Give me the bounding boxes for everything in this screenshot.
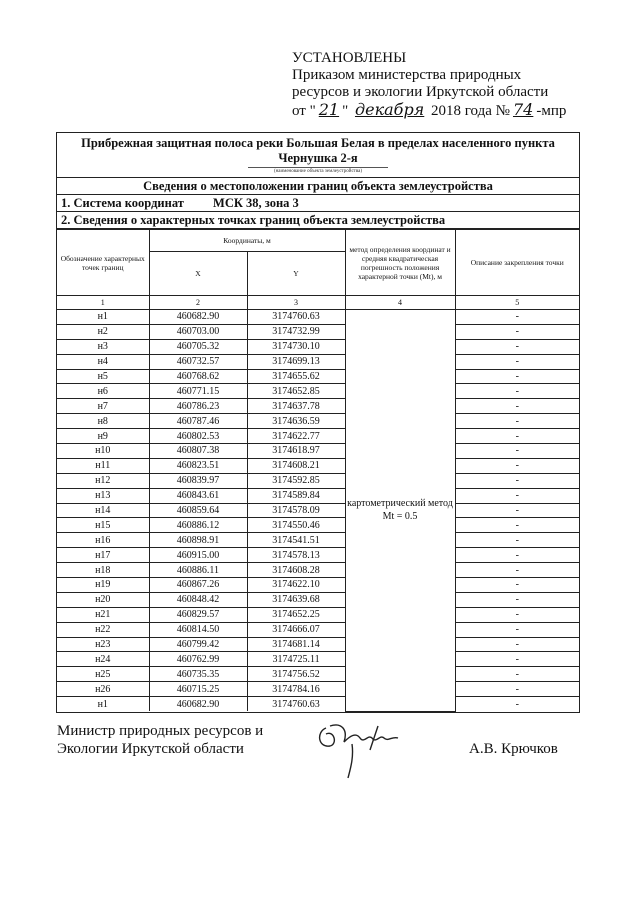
date-day: 21	[318, 100, 340, 119]
point-description: -	[455, 324, 579, 339]
coord-y: 3174732.99	[247, 324, 345, 339]
table-row	[57, 369, 579, 384]
point-id: н11	[57, 458, 149, 473]
coord-y: 3174637.78	[247, 399, 345, 414]
coord-x: 460859.64	[149, 503, 247, 518]
header-method: метод определения координат и средняя квадратическая погрешность положения характерной точки (Mt), м	[345, 230, 455, 296]
table-row	[57, 533, 579, 548]
table-row	[57, 324, 579, 339]
document-header	[57, 133, 579, 178]
order-suffix: -мпр	[536, 103, 567, 119]
approval-order-line: Приказом министерства природных	[292, 67, 522, 83]
point-description: -	[455, 533, 579, 548]
table-row	[57, 503, 579, 518]
coord-y: 3174541.51	[247, 533, 345, 548]
table-row	[57, 339, 579, 354]
coord-x: 460768.62	[149, 369, 247, 384]
table-row	[57, 563, 579, 578]
table-row	[57, 548, 579, 563]
section-heading: Сведения о местоположении границ объекта землеустройства	[57, 178, 579, 195]
table-row	[57, 473, 579, 488]
header-x: X	[149, 252, 247, 296]
point-id: н25	[57, 667, 149, 682]
point-id: н20	[57, 592, 149, 607]
table-row	[57, 667, 579, 682]
point-id: н6	[57, 384, 149, 399]
coord-x: 460848.42	[149, 592, 247, 607]
column-number-1: 1	[57, 296, 149, 310]
point-id: н10	[57, 444, 149, 459]
coord-y: 3174622.10	[247, 578, 345, 593]
table-row	[57, 652, 579, 667]
coord-y: 3174589.84	[247, 488, 345, 503]
date-month: декабря	[354, 100, 425, 119]
point-description: -	[455, 369, 579, 384]
coord-x: 460814.50	[149, 622, 247, 637]
method-cell: картометрический метод Mt = 0.5	[345, 310, 455, 712]
point-id: н1	[57, 310, 149, 325]
coord-x: 460843.61	[149, 488, 247, 503]
object-title-note: (наименование объекта землеустройства)	[248, 167, 388, 175]
date-year: 2018 года №	[431, 103, 510, 119]
point-description: -	[455, 310, 579, 325]
coordinate-system-row	[57, 195, 579, 212]
coord-x: 460802.53	[149, 429, 247, 444]
coord-y: 3174652.25	[247, 607, 345, 622]
coord-y: 3174730.10	[247, 339, 345, 354]
point-description: -	[455, 503, 579, 518]
order-number: 74	[512, 100, 534, 119]
coord-y: 3174760.63	[247, 697, 345, 711]
point-id: н21	[57, 607, 149, 622]
point-description: -	[455, 548, 579, 563]
header-description: Описание закрепления точки	[455, 230, 579, 296]
coord-y: 3174784.16	[247, 682, 345, 697]
coord-x: 460823.51	[149, 458, 247, 473]
coord-x: 460886.12	[149, 518, 247, 533]
header-coordinates: Координаты, м	[149, 230, 345, 252]
point-description: -	[455, 667, 579, 682]
coord-y: 3174592.85	[247, 473, 345, 488]
table-row	[57, 607, 579, 622]
point-description: -	[455, 518, 579, 533]
coord-y: 3174699.13	[247, 354, 345, 369]
point-description: -	[455, 429, 579, 444]
point-id: н12	[57, 473, 149, 488]
handwritten-signature	[312, 708, 417, 780]
point-id: н26	[57, 682, 149, 697]
point-description: -	[455, 637, 579, 652]
object-title: Прибрежная защитная полоса реки Большая Белая в пределах населенного пункта Чернушка 2-я	[81, 136, 555, 165]
coord-x: 460915.00	[149, 548, 247, 563]
signature-block	[57, 722, 263, 758]
point-id: н9	[57, 429, 149, 444]
coord-y: 3174608.21	[247, 458, 345, 473]
point-id: н16	[57, 533, 149, 548]
point-description: -	[455, 578, 579, 593]
coord-x: 460715.25	[149, 682, 247, 697]
point-id: н8	[57, 414, 149, 429]
coord-y: 3174550.46	[247, 518, 345, 533]
point-description: -	[455, 354, 579, 369]
column-number-4: 4	[345, 296, 455, 310]
coord-x: 460799.42	[149, 637, 247, 652]
table-row	[57, 384, 579, 399]
approval-authority-line: ресурсов и экологии Иркутской области	[292, 84, 549, 100]
coord-x: 460762.99	[149, 652, 247, 667]
coord-y: 3174618.97	[247, 444, 345, 459]
point-description: -	[455, 339, 579, 354]
point-description: -	[455, 414, 579, 429]
point-id: н4	[57, 354, 149, 369]
coord-y: 3174725.11	[247, 652, 345, 667]
date-prefix: от "	[292, 103, 316, 119]
header-y: Y	[247, 252, 345, 296]
coord-x: 460682.90	[149, 310, 247, 325]
date-quote: "	[342, 103, 349, 119]
table-row	[57, 458, 579, 473]
coord-x: 460735.35	[149, 667, 247, 682]
coord-x: 460771.15	[149, 384, 247, 399]
coord-x: 460898.91	[149, 533, 247, 548]
point-id: н2	[57, 324, 149, 339]
approval-date-line	[292, 101, 566, 120]
coord-y: 3174756.52	[247, 667, 345, 682]
point-id: н22	[57, 622, 149, 637]
table-row	[57, 682, 579, 697]
point-id: н1	[57, 697, 149, 711]
table-row	[57, 518, 579, 533]
table-row	[57, 488, 579, 503]
coord-y: 3174681.14	[247, 637, 345, 652]
points-table	[57, 229, 579, 712]
point-id: н18	[57, 563, 149, 578]
coord-y: 3174636.59	[247, 414, 345, 429]
coordinate-system-label: 1. Система координат	[61, 196, 184, 210]
table-row	[57, 429, 579, 444]
point-description: -	[455, 473, 579, 488]
point-id: н15	[57, 518, 149, 533]
coord-y: 3174578.09	[247, 503, 345, 518]
table-row	[57, 399, 579, 414]
approval-block	[292, 50, 566, 120]
coord-x: 460807.38	[149, 444, 247, 459]
coord-x: 460867.26	[149, 578, 247, 593]
coord-x: 460886.11	[149, 563, 247, 578]
point-description: -	[455, 444, 579, 459]
table-row	[57, 592, 579, 607]
point-description: -	[455, 682, 579, 697]
table-row	[57, 444, 579, 459]
point-description: -	[455, 652, 579, 667]
coordinate-system-value: МСК 38, зона 3	[213, 196, 299, 210]
point-description: -	[455, 563, 579, 578]
coord-y: 3174760.63	[247, 310, 345, 325]
coord-y: 3174639.68	[247, 592, 345, 607]
coord-y: 3174578.13	[247, 548, 345, 563]
column-number-2: 2	[149, 296, 247, 310]
point-description: -	[455, 399, 579, 414]
coord-y: 3174655.62	[247, 369, 345, 384]
table-row	[57, 310, 579, 325]
point-id: н13	[57, 488, 149, 503]
column-number-5: 5	[455, 296, 579, 310]
signer-position-line2: Экологии Иркутской области	[57, 741, 244, 757]
coord-x: 460787.46	[149, 414, 247, 429]
table-row	[57, 622, 579, 637]
coord-x: 460829.57	[149, 607, 247, 622]
coord-x: 460703.00	[149, 324, 247, 339]
point-description: -	[455, 607, 579, 622]
point-id: н5	[57, 369, 149, 384]
column-number-3: 3	[247, 296, 345, 310]
coord-x: 460732.57	[149, 354, 247, 369]
coord-x: 460786.23	[149, 399, 247, 414]
coord-y: 3174652.85	[247, 384, 345, 399]
table-row	[57, 637, 579, 652]
coord-x: 460705.32	[149, 339, 247, 354]
table-row	[57, 578, 579, 593]
point-id: н23	[57, 637, 149, 652]
approval-heading: УСТАНОВЛЕНЫ	[292, 50, 407, 66]
point-description: -	[455, 592, 579, 607]
point-description: -	[455, 384, 579, 399]
coord-y: 3174666.07	[247, 622, 345, 637]
point-id: н24	[57, 652, 149, 667]
coord-x: 460682.90	[149, 697, 247, 711]
point-description: -	[455, 488, 579, 503]
section-2-heading: 2. Сведения о характерных точках границ объекта землеустройства	[57, 212, 579, 229]
point-id: н3	[57, 339, 149, 354]
header-point: Обозначение характерных точек границ	[57, 230, 149, 296]
point-id: н19	[57, 578, 149, 593]
point-id: н7	[57, 399, 149, 414]
point-description: -	[455, 458, 579, 473]
point-id: н17	[57, 548, 149, 563]
points-table-body	[57, 310, 579, 712]
boundary-document	[56, 132, 580, 713]
point-id: н14	[57, 503, 149, 518]
signer-position-line1: Министр природных ресурсов и	[57, 723, 264, 739]
coord-y: 3174608.28	[247, 563, 345, 578]
table-row	[57, 354, 579, 369]
point-description: -	[455, 622, 579, 637]
point-description: -	[455, 697, 579, 711]
table-row	[57, 414, 579, 429]
signer-name: А.В. Крючков	[469, 741, 558, 757]
coord-y: 3174622.77	[247, 429, 345, 444]
coord-x: 460839.97	[149, 473, 247, 488]
